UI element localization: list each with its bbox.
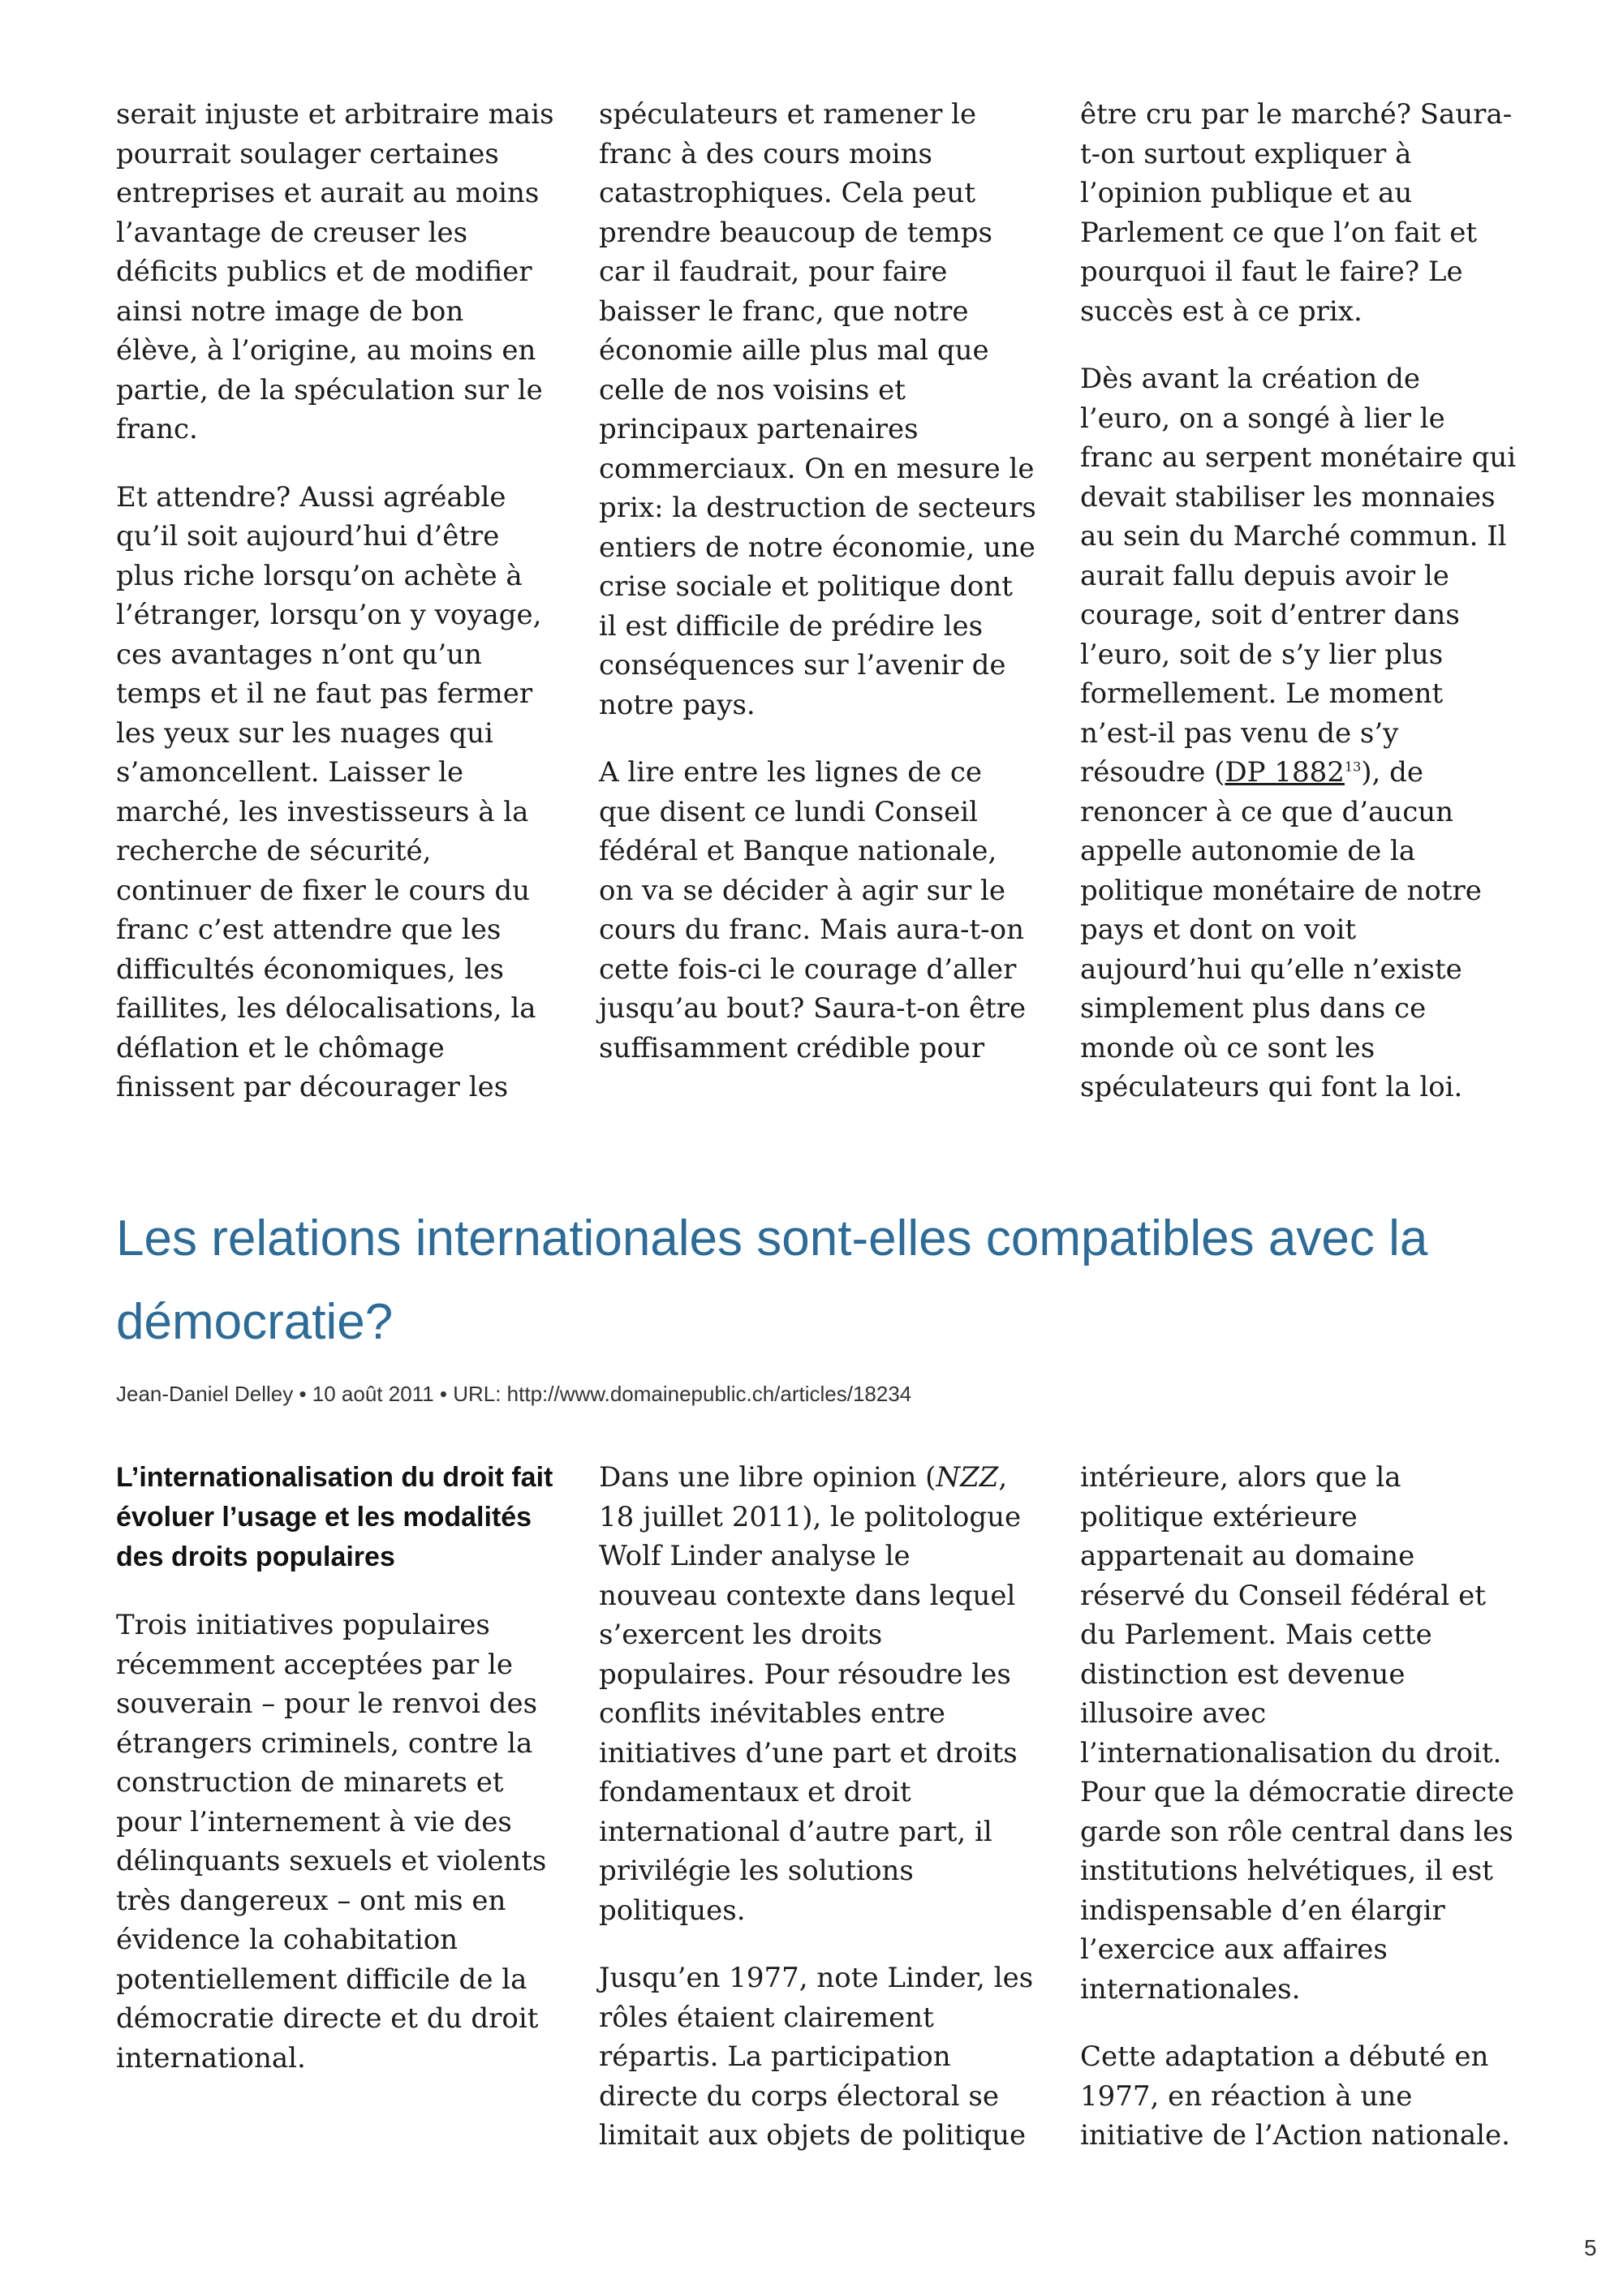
- reference-link-dp1882[interactable]: DP 1882: [1225, 756, 1345, 789]
- paragraph: [599, 1458, 1037, 1930]
- article-subhead: L’internationalisation du droit fait évoluer l’usage et les modalités des droits populaires: [116, 1462, 553, 1572]
- article-column-3: [1080, 1458, 1518, 2184]
- paragraph: être cru par le marché? Saura-t-on surtout expliquer à l’opinion publique et au Parlement ce que l’on fait et pourquoi il faut le faire? Le succès est à ce prix.: [1080, 98, 1513, 328]
- paragraph: Et attendre? Aussi agréable qu’il soit aujourd’hui d’être plus riche lorsqu’on achète à l’étranger, lorsqu’on y voyage, ces avantages n’ont qu’un temps et il ne faut pas fermer les yeux sur les nuages qui s’amoncellent. Laisser le marché, les investisseurs à la recherche de sécurité, continuer de fixer le cours du franc c’est attendre que les difficultés économiques, les faillites, les délocalisations, la déflation et le chômage finissent par décourager les: [116, 480, 542, 1103]
- paragraph: serait injuste et arbitraire mais pourrait soulager certaines entreprises et aurait au moins l’avantage de creuser les déficits publics et de modifier ainsi notre image de bon élève, à l’origine, au moins en partie, de la spéculation sur le franc.: [116, 98, 554, 445]
- prev-article-column-1: [116, 95, 554, 1136]
- prev-article-column-3: [1080, 95, 1518, 1136]
- publication-name: NZZ: [936, 1461, 999, 1494]
- text-span: Dans une libre opinion (: [599, 1461, 936, 1494]
- paragraph: Jusqu’en 1977, note Linder, les rôles étaient clairement répartis. La participation directe du corps électoral se limitait aux objets de politique: [599, 1962, 1034, 2152]
- paragraph: spéculateurs et ramener le franc à des cours moins catastrophiques. Cela peut prendre beaucoup de temps car il faudrait, pour faire baisser le franc, que notre économie aille plus mal que celle de nos voisins et principaux partenaires commerciaux. On en mesure le prix: la destruction de secteurs entiers de notre économie, une crise sociale et politique dont il est difficile de prédire les conséquences sur l’avenir de notre pays.: [599, 98, 1036, 721]
- text-span: , 18 juillet 2011), le politologue Wolf Linder analyse le nouveau contexte dans lequel s’exercent les droits populaires. Pour résoudre les conflits inévitables entre initiatives d’une part et droits fondamentaux et droit international d’autre part, il privilégie les solutions politiques.: [599, 1461, 1022, 1927]
- paragraph: intérieure, alors que la politique extérieure appartenait au domaine réservé du Conseil fédéral et du Parlement. Mais cette distinction est devenue illusoire avec l’internationalisation du droit. Pour que la démocratie directe garde son rôle central dans les institutions helvétiques, il est indispensable d’en élargir l’exercice aux affaires internationales.: [1080, 1461, 1514, 2006]
- footnote-marker: 13: [1344, 759, 1362, 775]
- article-byline: Jean-Daniel Delley • 10 août 2011 • URL: http://www.domainepublic.ch/articles/18234: [116, 1382, 912, 1406]
- prev-article-column-2: [599, 95, 1037, 1096]
- paragraph: A lire entre les lignes de ce que disent ce lundi Conseil fédéral et Banque nationale, on va se décider à agir sur le cours du franc. Mais aura-t-on cette fois-ci le courage d’aller jusqu’au bout? Saura-t-on être suffisamment crédible pour: [599, 756, 1027, 1064]
- paragraph: Trois initiatives populaires récemment acceptées par le souverain – pour le renvoi des étrangers criminels, contre la construction de minarets et pour l’internement à vie des délinquants sexuels et violents très dangereux – ont mis en évidence la cohabitation potentiellement difficile de la démocratie directe et du droit international.: [116, 1609, 547, 2075]
- article-column-1: [116, 1458, 554, 2106]
- paragraph: [1080, 359, 1518, 1107]
- paragraph: Cette adaptation a débuté en 1977, en réaction à une initiative de l’Action nationale.: [1080, 2040, 1510, 2152]
- text-span: ), de renoncer à ce que d’aucun appelle autonomie de la politique monétaire de notre pays et dont on voit aujourd’hui qu’elle n’existe simplement plus dans ce monde où ce sont les spéculateurs qui font la loi.: [1080, 756, 1482, 1103]
- page-number: 5: [1584, 2235, 1597, 2260]
- article-title: Les relations internationales sont-elles compatibles avec la démocratie?: [116, 1210, 1428, 1350]
- text-span: Dès avant la création de l’euro, on a songé à lier le franc au serpent monétaire qui devait stabiliser les monnaies au sein du Marché commun. Il aurait fallu depuis avoir le courage, soit d’entrer dans l’euro, soit de s’y lier plus formellement. Le moment n’est-il pas venu de s’y résoudre (: [1080, 363, 1517, 789]
- article-column-2: [599, 1458, 1037, 2184]
